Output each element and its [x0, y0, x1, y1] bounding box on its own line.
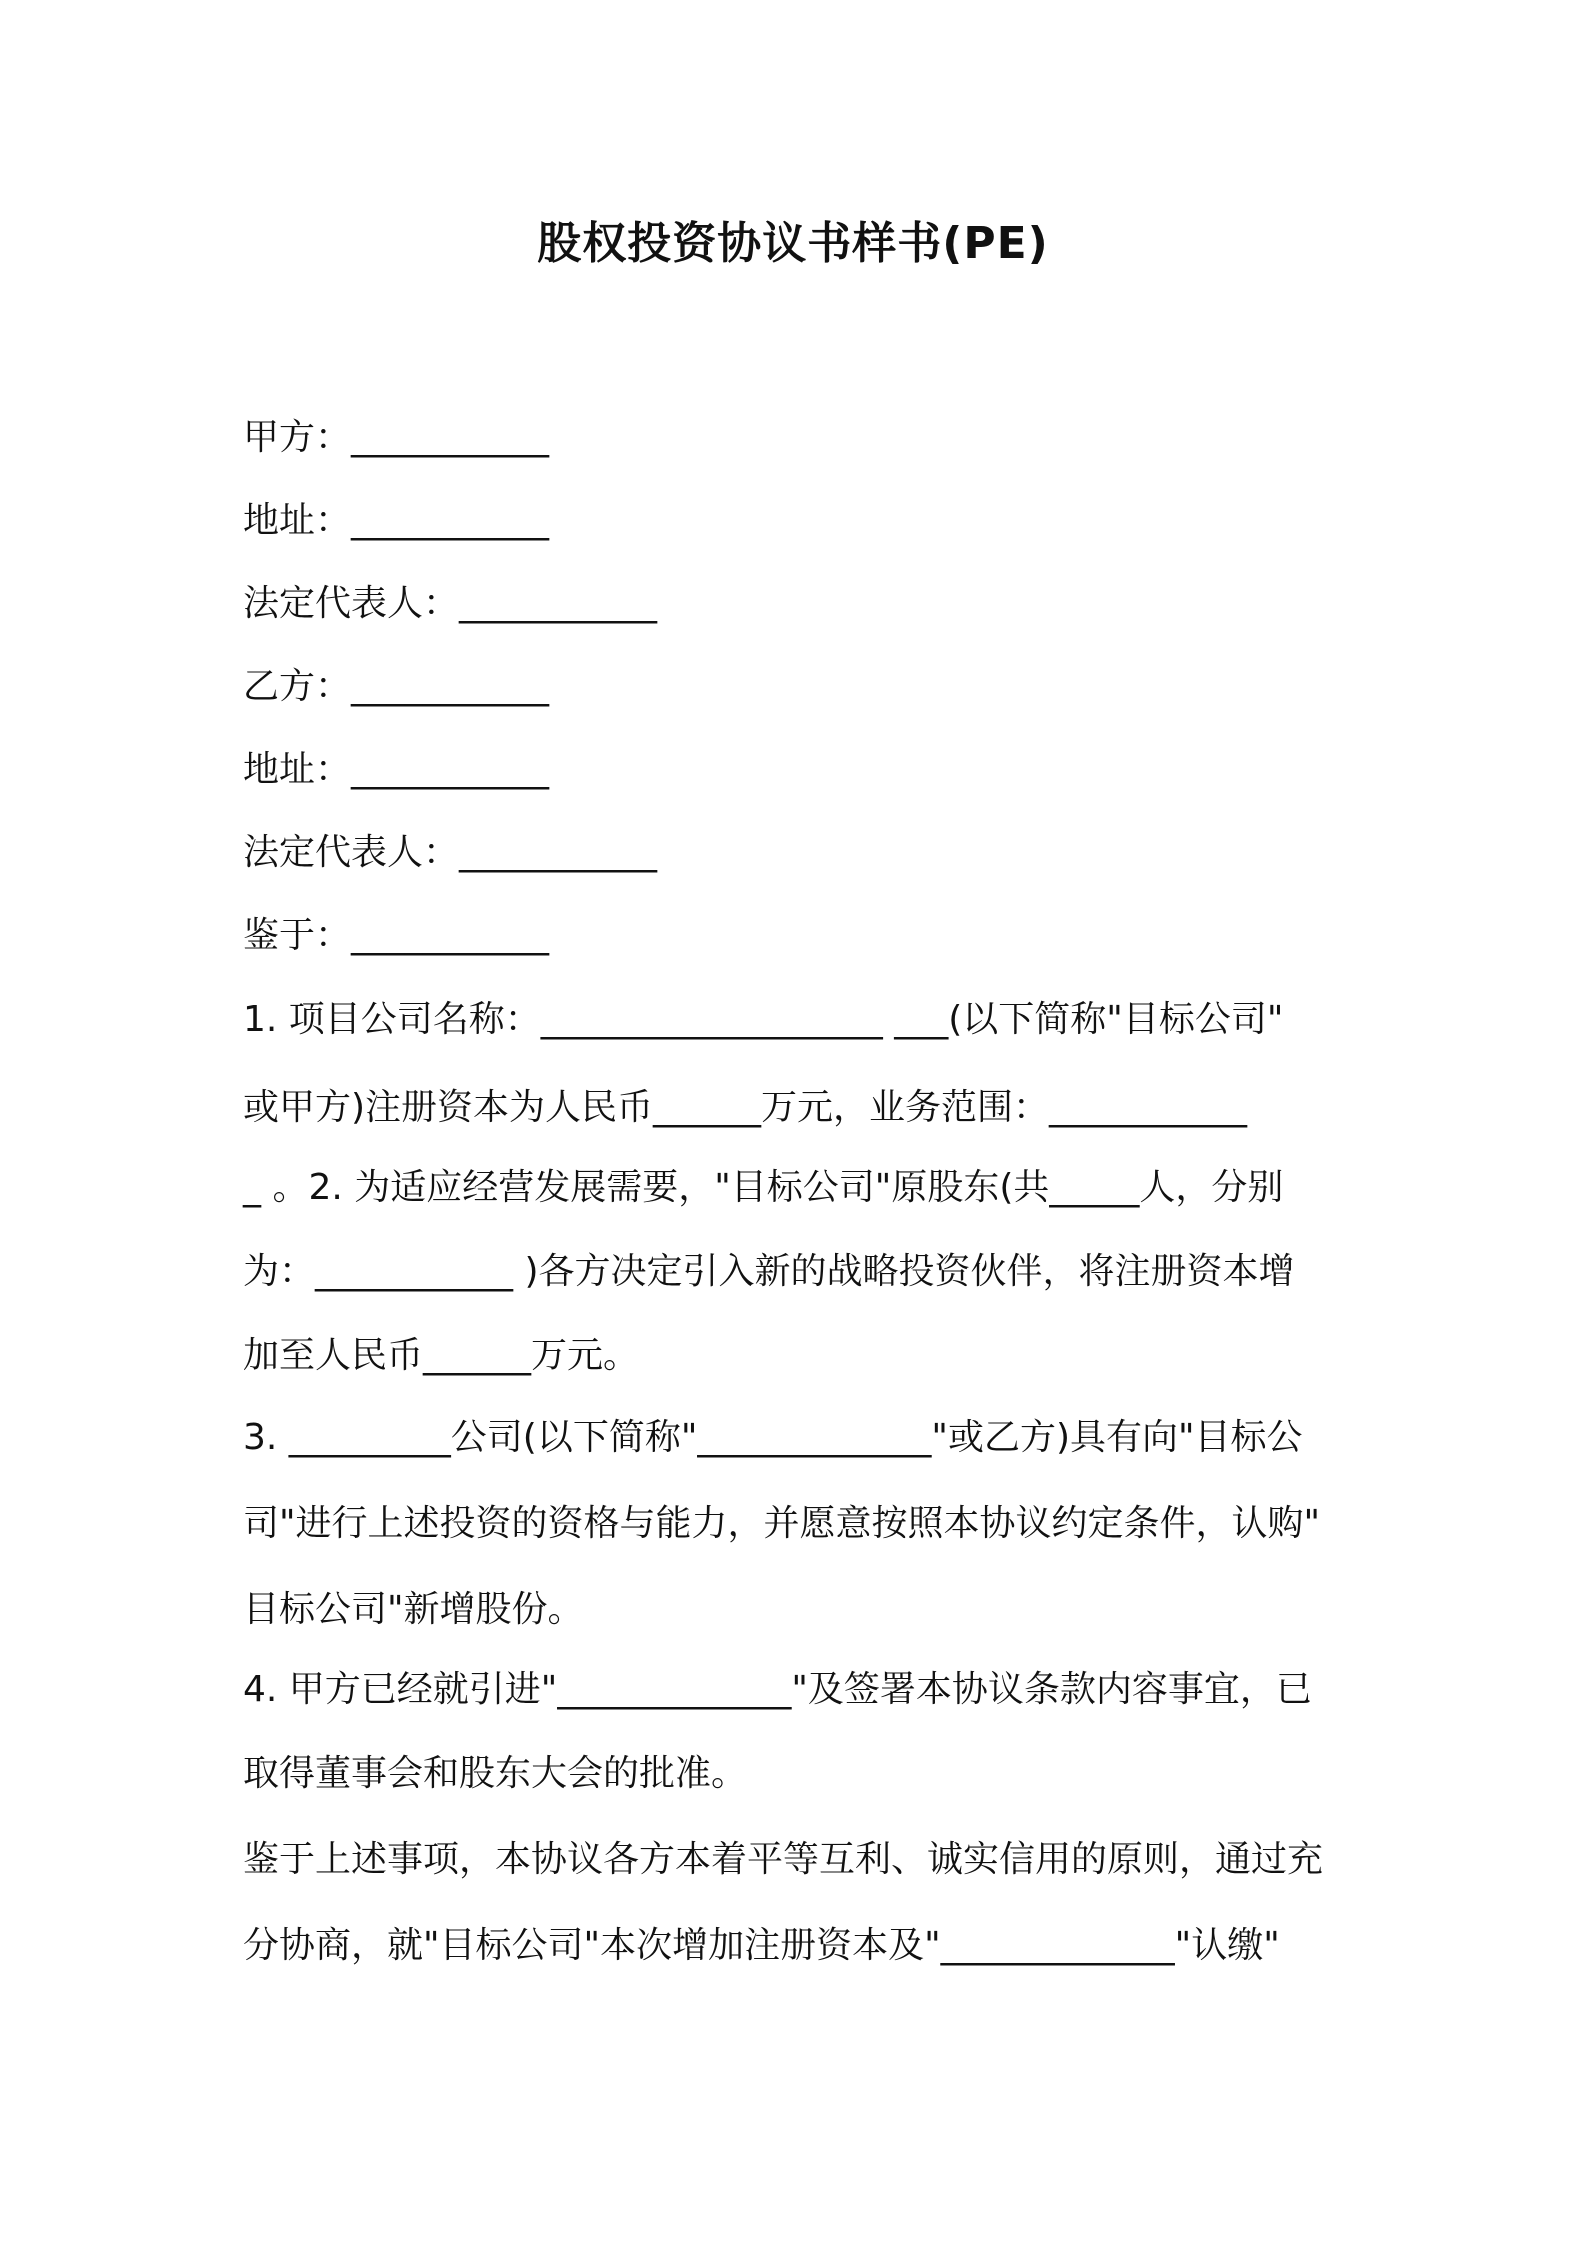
whereas-field: 鉴于：___________	[243, 915, 550, 956]
party-b-address-field: 地址：___________	[243, 749, 550, 790]
paragraph-line: 或甲方)注册资本为人民币______万元，业务范围：___________	[243, 1087, 1248, 1128]
paragraph-line: 为：___________ )各方决定引入新的战略投资伙伴，将注册资本增	[243, 1251, 1295, 1292]
paragraph-line: _ 。2. 为适应经营发展需要，"目标公司"原股东(共_____人，分别	[243, 1167, 1284, 1208]
closing-paragraph	[243, 1836, 1355, 1970]
clause-3-paragraph	[243, 1414, 1355, 1634]
paragraph-line: 4. 甲方已经就引进"_____________"及签署本协议条款内容事宜，已	[243, 1669, 1312, 1710]
paragraph-line: 取得董事会和股东大会的批准。	[243, 1753, 748, 1794]
paragraph-line: 3. _________公司(以下简称"_____________"或乙方)具有向"目标公	[243, 1417, 1303, 1458]
paragraph-line: 司"进行上述投资的资格与能力，并愿意按照本协议约定条件，认购"	[243, 1503, 1321, 1544]
paragraph-line: 1. 项目公司名称：___________________ ___(以下简称"目标公司"	[243, 999, 1284, 1040]
paragraph-line: 分协商，就"目标公司"本次增加注册资本及"_____________"认缴"	[243, 1925, 1280, 1966]
paragraph-line: 目标公司"新增股份。	[243, 1589, 584, 1630]
paragraph-line: 加至人民币______万元。	[243, 1335, 640, 1376]
party-b-field: 乙方：___________	[243, 666, 550, 707]
party-a-address-field: 地址：___________	[243, 500, 550, 541]
party-a-representative-field: 法定代表人：___________	[243, 583, 658, 624]
clause-1-paragraph	[243, 996, 1355, 1380]
clause-4-paragraph	[243, 1666, 1355, 1798]
document-title: 股权投资协议书样书(PE)	[537, 218, 1049, 269]
paragraph-line: 鉴于上述事项，本协议各方本着平等互利、诚实信用的原则，通过充	[243, 1839, 1324, 1880]
party-a-field: 甲方：___________	[243, 417, 550, 458]
party-b-representative-field: 法定代表人：___________	[243, 832, 658, 873]
